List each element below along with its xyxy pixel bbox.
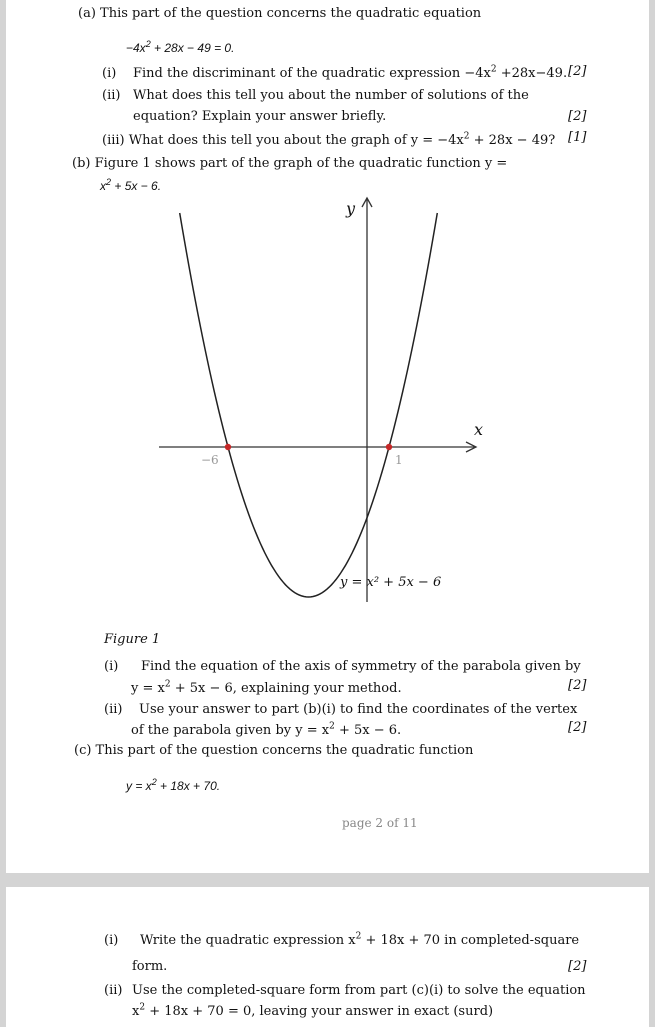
- part-a-i-number: (i): [102, 66, 117, 81]
- part-a-iii-marks: [1]: [568, 130, 587, 145]
- x-axis-label: x: [474, 420, 484, 439]
- part-c-ii-line1: Use the completed-square form from part (c)(i) to solve the equation: [132, 983, 586, 998]
- part-c-intro: (c) This part of the question concerns the quadratic function: [74, 743, 474, 758]
- part-c-ii-number: (ii): [104, 983, 123, 998]
- root-point-left: [225, 444, 231, 450]
- root-left-label: −6: [201, 453, 219, 467]
- parabola-graph: [6, 190, 649, 610]
- part-a-intro: (a) This part of the question concerns the quadratic equation: [78, 6, 482, 21]
- part-b-ii-number: (ii): [104, 702, 123, 717]
- part-a-equation: $-4x^2 + 28x - 49 = 0$.: [126, 39, 235, 55]
- part-b-ii-line2: of the parabola given by $y = x^2 + 5x - 6$.: [131, 721, 402, 738]
- part-a-ii-line1: What does this tell you about the number of solutions of the: [133, 88, 529, 103]
- part-b-i-marks: [2]: [568, 678, 587, 693]
- part-b-i-number: (i): [104, 659, 119, 674]
- part-c-ii-line2: $x^2 + 18x + 70 = 0$, leaving your answer in exact (surd): [132, 1002, 494, 1019]
- part-c-i-line2: form.: [132, 959, 168, 974]
- part-c-i-number: (i): [104, 933, 119, 948]
- document-page-1: [6, 0, 649, 873]
- part-a-iii-text: (iii) What does this tell you about the graph of $y = -4x^2 + 28x - 49$?: [102, 131, 556, 148]
- curve-label: y = x² + 5x − 6: [340, 575, 442, 590]
- page-number: page 2 of 11: [342, 816, 418, 830]
- part-a-i-marks: [2]: [568, 64, 587, 79]
- part-a-ii-marks: [2]: [568, 109, 587, 124]
- part-c-i-marks: [2]: [568, 959, 587, 974]
- root-point-right: [386, 444, 392, 450]
- part-a-i-text: Find the discriminant of the quadratic expression $-4x^2 +28x-49$.: [133, 64, 568, 81]
- part-c-i-line1: Write the quadratic expression $x^2 + 18x + 70$ in completed-square: [140, 931, 580, 948]
- part-b-intro-line2: $x^2 + 5x - 6$.: [100, 177, 162, 193]
- part-b-ii-line1: Use your answer to part (b)(i) to find the coordinates of the vertex: [139, 702, 578, 717]
- part-a-ii-line2: equation? Explain your answer briefly.: [133, 109, 387, 124]
- y-axis-label: y: [346, 199, 356, 218]
- document-page-2: [6, 887, 649, 1027]
- part-b-i-line1: Find the equation of the axis of symmetry of the parabola given by: [141, 659, 581, 674]
- root-right-label: 1: [395, 453, 403, 467]
- figure-caption: Figure 1: [104, 632, 161, 647]
- part-b-ii-marks: [2]: [568, 720, 587, 735]
- part-a-ii-number: (ii): [102, 88, 121, 103]
- part-c-function: $y = x^2 + 18x + 70$.: [126, 777, 221, 793]
- part-b-i-line2: $y = x^2 + 5x - 6$, explaining your method.: [131, 679, 402, 696]
- part-b-intro-line1: (b) Figure 1 shows part of the graph of the quadratic function y =: [72, 156, 508, 171]
- parabola-curve: [180, 213, 438, 597]
